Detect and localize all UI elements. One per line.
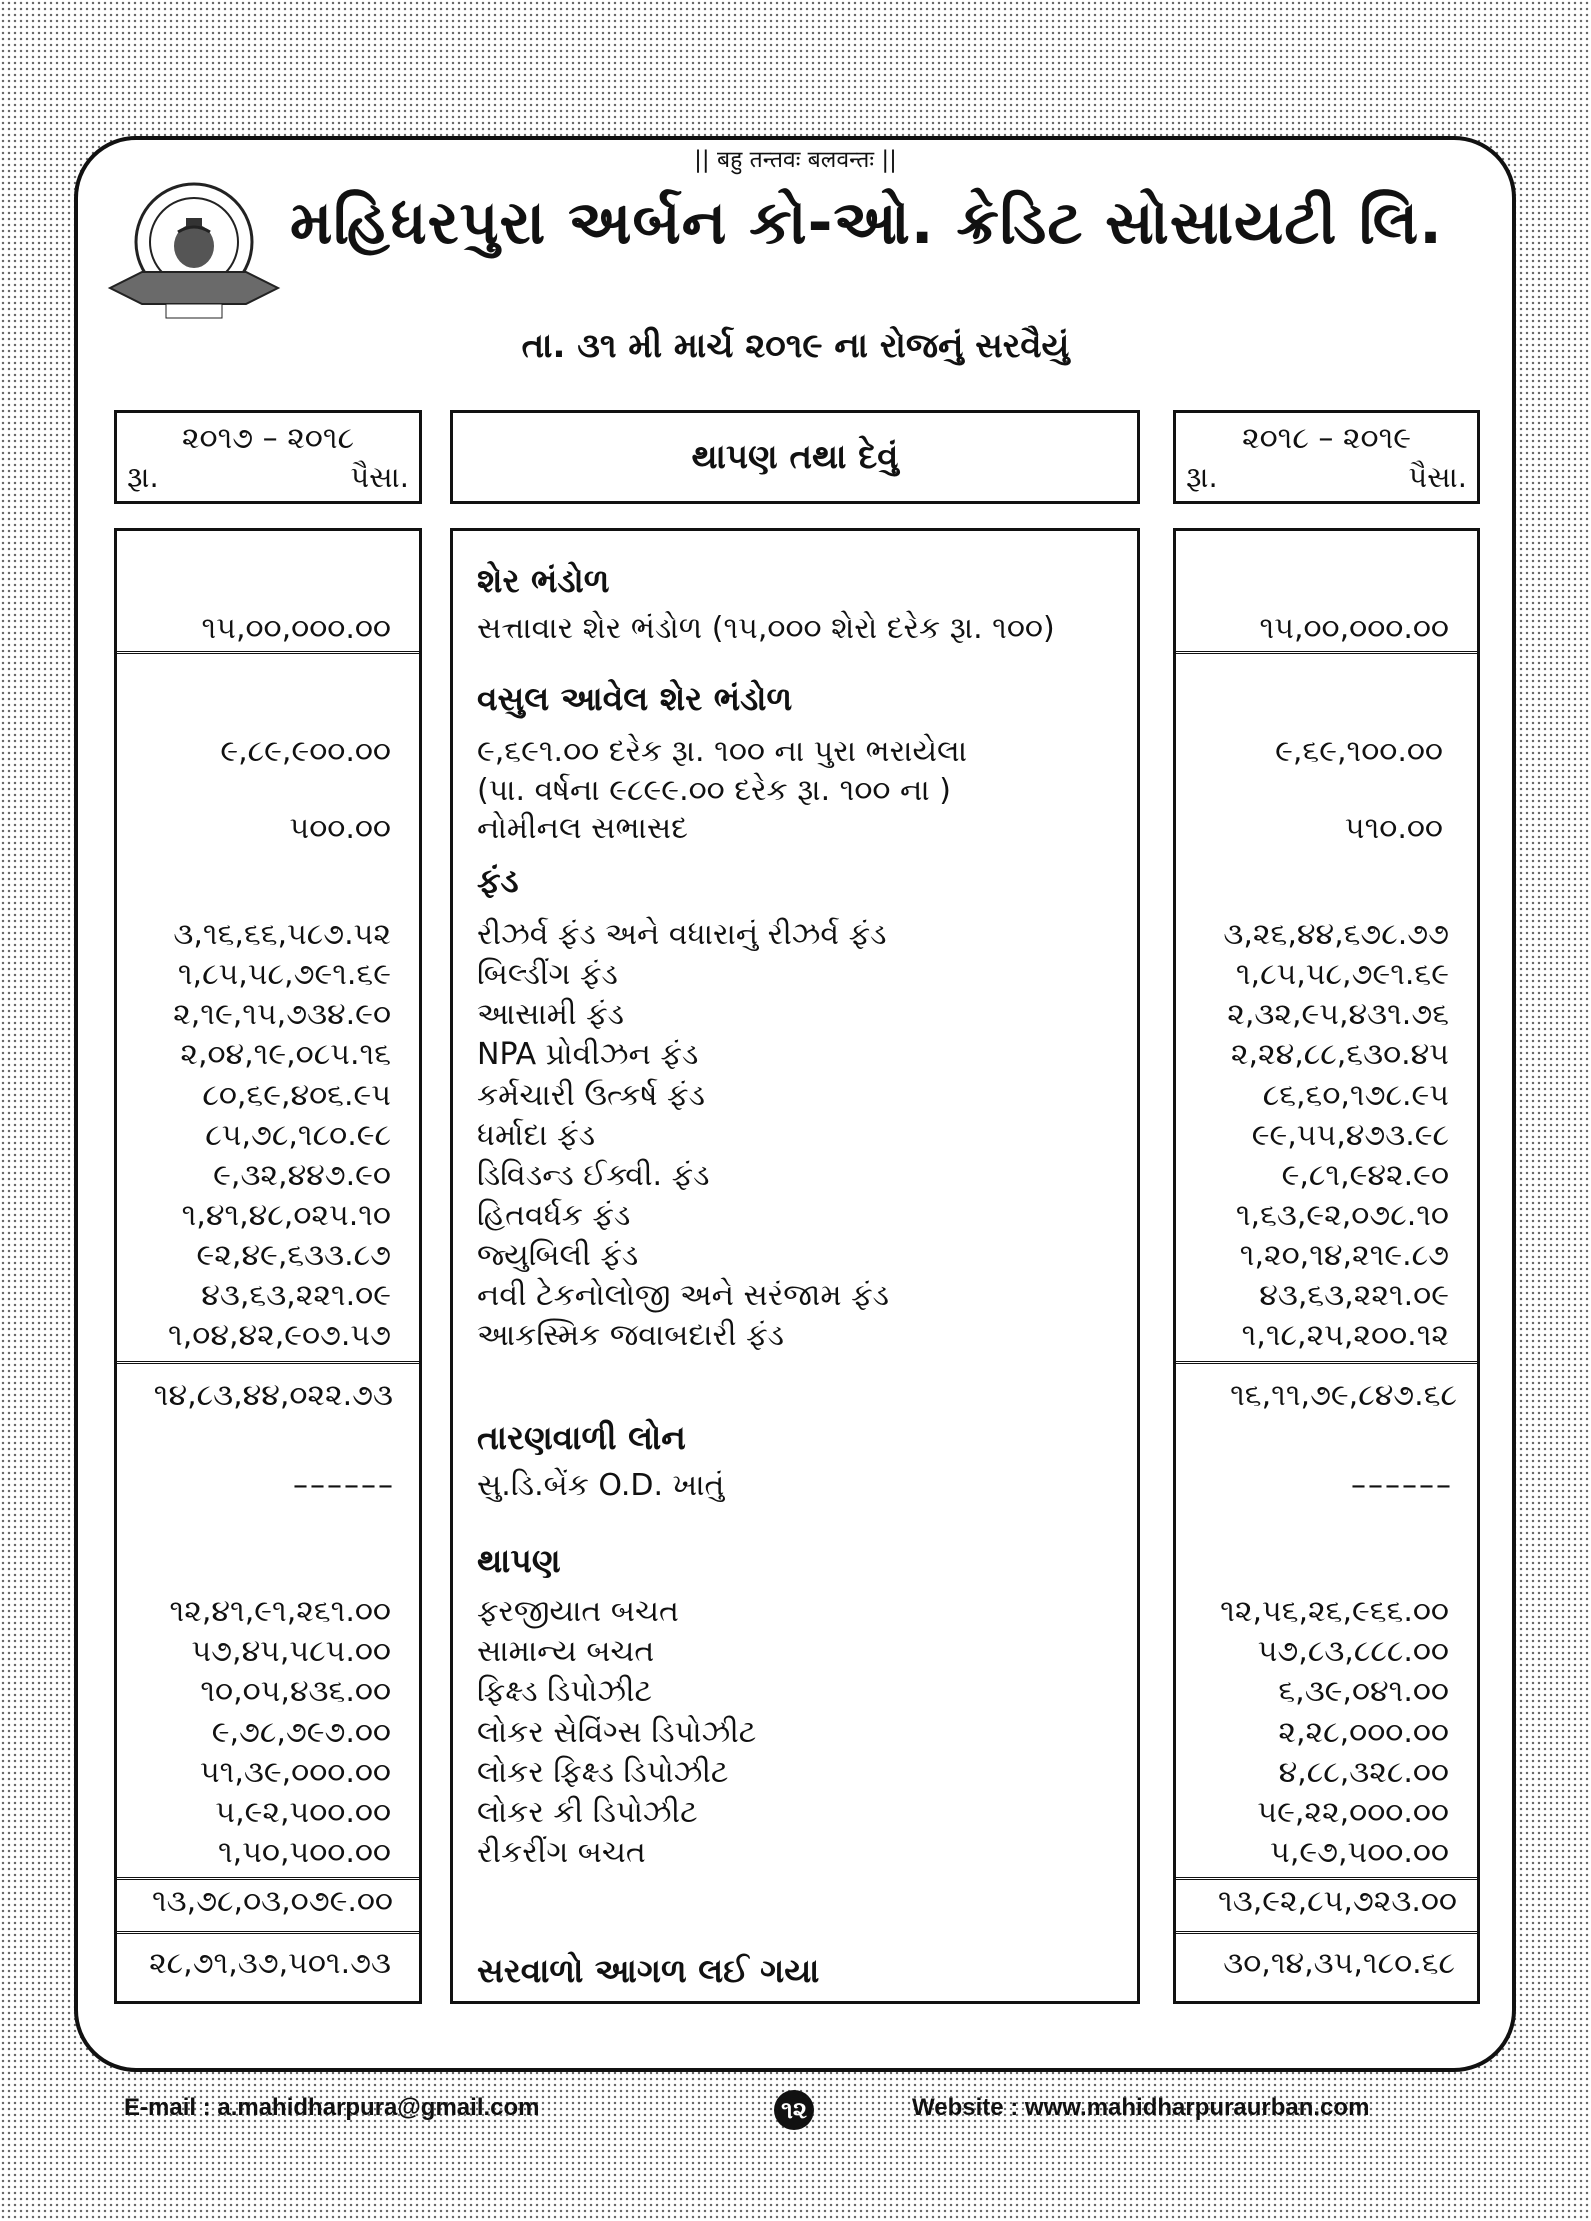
curr-year-column bbox=[1173, 528, 1480, 2004]
row-label: કર્મચારી ઉત્કર્ષ ફંડ bbox=[477, 1078, 705, 1113]
curr-value: ૯,૮૧,૯૪૨.૯૦ bbox=[1281, 1158, 1449, 1193]
curr-value: ૯૯,૫૫,૪૭૩.૯૮ bbox=[1251, 1118, 1449, 1153]
prev-value: ૧૦,૦૫,૪૩૬.૦૦ bbox=[200, 1674, 391, 1709]
prev-value: ૨,૦૪,૧૯,૦૮૫.૧૬ bbox=[180, 1037, 391, 1072]
header-prev-year bbox=[114, 410, 422, 504]
prev-value: ૧૨,૪૧,૯૧,૨૬૧.૦૦ bbox=[169, 1594, 391, 1629]
prev-paisa-label: પૈસા. bbox=[350, 460, 409, 494]
prev-subtotal: ૧૩,૭૮,૦૩,૦૭૯.૦૦ bbox=[151, 1884, 393, 1919]
curr-value: ૬,૩૯,૦૪૧.૦૦ bbox=[1278, 1674, 1449, 1709]
section-paid-up-capital: વસુલ આવેલ શેર ભંડોળ bbox=[477, 679, 793, 718]
double-divider bbox=[117, 1931, 419, 1934]
curr-value: ૧,૬૩,૯૨,૦૭૮.૧૦ bbox=[1235, 1198, 1449, 1233]
double-divider bbox=[1176, 1931, 1477, 1934]
prev-value: ૯,૩૨,૪૪૭.૯૦ bbox=[213, 1158, 391, 1193]
row-label: લોકર સેવિંગ્સ ડિપોઝીટ bbox=[477, 1715, 757, 1750]
double-divider bbox=[117, 651, 419, 654]
prev-value: ૯૨,૪૯,૬૩૩.૮૭ bbox=[196, 1238, 391, 1273]
row-label: બિલ્ડીંગ ફંડ bbox=[477, 957, 618, 992]
curr-value: ૧,૧૮,૨૫,૨૦૦.૧૨ bbox=[1241, 1318, 1449, 1353]
prev-value: ૫૧,૩૯,૦૦૦.૦૦ bbox=[199, 1755, 391, 1790]
prev-value: ૨,૧૯,૧૫,૭૩૪.૯૦ bbox=[173, 997, 391, 1032]
header-liabilities bbox=[450, 410, 1140, 504]
curr-value: ૫૧૦.૦૦ bbox=[1344, 811, 1443, 846]
prev-value: ૫,૯૨,૫૦૦.૦૦ bbox=[215, 1795, 391, 1830]
organization-name: મહિધરપુરા અર્બન કો-ઓ. ક્રેડિટ સોસાયટી લિ. bbox=[290, 188, 1443, 258]
section-deposits: થાપણ bbox=[477, 1541, 561, 1580]
row-label: લોકર કી ડિપોઝીટ bbox=[477, 1795, 698, 1830]
double-divider bbox=[1176, 1361, 1477, 1364]
prev-value: ૯,૭૮,૭૯૭.૦૦ bbox=[211, 1715, 391, 1750]
curr-value: ૫૭,૮૩,૮૮૮.૦૦ bbox=[1257, 1634, 1449, 1669]
curr-value: –––––– bbox=[1351, 1468, 1453, 1503]
prev-value: ૧,૮૫,૫૮,૭૯૧.૬૯ bbox=[177, 957, 391, 992]
carried-forward-label: સરવાળો આગળ લઈ ગયા bbox=[477, 1951, 820, 1990]
row-label: NPA પ્રોવીઝન ફંડ bbox=[477, 1037, 699, 1072]
curr-value: ૫૯,૨૨,૦૦૦.૦૦ bbox=[1257, 1795, 1449, 1830]
prev-value: ૮૫,૭૮,૧૮૦.૯૮ bbox=[205, 1118, 391, 1153]
motto: || बहु तन्तवः बलवन्तः || bbox=[694, 147, 897, 173]
prev-value: ૧,૦૪,૪૨,૯૦૭.૫૭ bbox=[168, 1318, 391, 1353]
row-label: રીકરીંગ બચત bbox=[477, 1835, 646, 1870]
prev-value: ૧૫,૦૦,૦૦૦.૦૦ bbox=[201, 611, 391, 646]
curr-rs-label: રૂા. bbox=[1186, 460, 1218, 494]
prev-value: ૪૩,૬૩,૨૨૧.૦૯ bbox=[201, 1278, 391, 1313]
row-label: આસામી ફંડ bbox=[477, 997, 624, 1032]
curr-subtotal: ૧૩,૯૨,૮૫,૭૨૩.૦૦ bbox=[1218, 1884, 1457, 1919]
curr-subtotal: ૧૬,૧૧,૭૯,૮૪૭.૬૮ bbox=[1230, 1378, 1457, 1413]
row-label: ડિવિડન્ડ ઈક્વી. ફંડ bbox=[477, 1158, 710, 1193]
section-share-capital: શેર ભંડોળ bbox=[477, 561, 610, 600]
prev-rs-label: રૂા. bbox=[127, 460, 159, 494]
header-curr-year bbox=[1173, 410, 1480, 504]
curr-value: ૨,૨૮,૦૦૦.૦૦ bbox=[1278, 1715, 1449, 1750]
curr-value: ૩,૨૬,૪૪,૬૭૮.૭૭ bbox=[1223, 917, 1449, 952]
liabilities-column bbox=[450, 528, 1140, 2004]
curr-value: ૧,૨૦,૧૪,૨૧૯.૮૭ bbox=[1239, 1238, 1449, 1273]
row-label: ફરજીયાત બચત bbox=[477, 1594, 679, 1629]
section-funds: ફંડ bbox=[477, 861, 519, 900]
row-label: હિતવર્ધક ફંડ bbox=[477, 1198, 631, 1233]
curr-value: ૧૨,૫૬,૨૬,૯૬૬.૦૦ bbox=[1220, 1594, 1449, 1629]
curr-value: ૨,૨૪,૮૮,૬૩૦.૪૫ bbox=[1230, 1037, 1449, 1072]
row-label: ફિક્ષ્ડ ડિપોઝીટ bbox=[477, 1674, 652, 1709]
prev-value: ૫૦૦.૦૦ bbox=[289, 811, 391, 846]
row-label: જ્યુબિલી ફંડ bbox=[477, 1238, 639, 1273]
balance-sheet-title: તા. ૩૧ મી માર્ચ ૨૦૧૯ ના રોજનું સરવૈયું bbox=[521, 326, 1070, 366]
curr-value: ૪૩,૬૩,૨૨૧.૦૯ bbox=[1259, 1278, 1449, 1313]
curr-paisa-label: પૈસા. bbox=[1408, 460, 1467, 494]
double-divider bbox=[1176, 1877, 1477, 1880]
curr-value: ૯,૬૯,૧૦૦.૦૦ bbox=[1275, 734, 1443, 769]
row-label: સુ.ડિ.બેંક O.D. ખાતું bbox=[477, 1468, 725, 1503]
curr-value: ૮૬,૬૦,૧૭૮.૯૫ bbox=[1262, 1078, 1449, 1113]
page-number-badge: ૧૨ bbox=[774, 2090, 814, 2130]
prev-value: ૫૭,૪૫,૫૮૫.૦૦ bbox=[191, 1634, 391, 1669]
prev-subtotal: ૧૪,૮૩,૪૪,૦૨૨.૭૩ bbox=[153, 1378, 393, 1413]
curr-value: ૫,૯૭,૫૦૦.૦૦ bbox=[1270, 1835, 1449, 1870]
row-label: સામાન્ય બચત bbox=[477, 1634, 655, 1669]
row-label: નવી ટેકનોલોજી અને સરંજામ ફંડ bbox=[477, 1278, 889, 1313]
prev-year-column bbox=[114, 528, 422, 2004]
curr-year-label: ૨૦૧૮ – ૨૦૧૯ bbox=[1241, 421, 1412, 456]
footer-website[interactable]: Website : www.mahidharpuraurban.com bbox=[912, 2094, 1370, 2121]
row-label: લોકર ફિક્ષ્ડ ડિપોઝીટ bbox=[477, 1755, 729, 1790]
prev-value: ૧,૪૧,૪૮,૦૨૫.૧૦ bbox=[181, 1198, 391, 1233]
liabilities-header-label: થાપણ તથા દેવું bbox=[691, 437, 899, 477]
prev-value: ૯,૮૯,૯૦૦.૦૦ bbox=[220, 734, 391, 769]
prev-grand-total: ૨૮,૭૧,૩૭,૫૦૧.૭૩ bbox=[149, 1946, 391, 1981]
prev-value: ૩,૧૬,૬૬,૫૮૭.૫૨ bbox=[173, 917, 391, 952]
curr-value: ૧૫,૦૦,૦૦૦.૦૦ bbox=[1259, 611, 1449, 646]
double-divider bbox=[1176, 651, 1477, 654]
curr-value: ૪,૮૮,૩૨૮.૦૦ bbox=[1278, 1755, 1449, 1790]
row-label: આકસ્મિક જવાબદારી ફંડ bbox=[477, 1318, 785, 1353]
double-divider bbox=[117, 1361, 419, 1364]
curr-value: ૧,૮૫,૫૮,૭૯૧.૬૯ bbox=[1235, 957, 1449, 992]
double-divider bbox=[117, 1877, 419, 1880]
curr-grand-total: ૩૦,૧૪,૩૫,૧૮૦.૬૮ bbox=[1223, 1946, 1455, 1981]
prev-value: ૮૦,૬૯,૪૦૬.૯૫ bbox=[202, 1078, 391, 1113]
row-label: ૯,૬૯૧.૦૦ દરેક રૂા. ૧૦૦ ના પુરા ભરાયેલા bbox=[477, 734, 968, 769]
society-seal-logo bbox=[106, 176, 282, 326]
footer-email[interactable]: E-mail : a.mahidharpura@gmail.com bbox=[124, 2094, 540, 2121]
row-label: રીઝર્વ ફંડ અને વધારાનું રીઝર્વ ફંડ bbox=[477, 917, 887, 952]
row-label: નોમીનલ સભાસદ bbox=[477, 811, 688, 846]
row-label: ધર્માદા ફંડ bbox=[477, 1118, 596, 1153]
row-label: (પા. વર્ષના ૯૮૯૯.૦૦ દરેક રૂા. ૧૦૦ ના ) bbox=[477, 773, 951, 808]
prev-year-label: ૨૦૧૭ – ૨૦૧૮ bbox=[181, 421, 355, 456]
row-label: સત્તાવાર શેર ભંડોળ (૧૫,૦૦૦ શેરો દરેક રૂા. ૧૦૦) bbox=[477, 611, 1055, 646]
section-secured-loan: તારણવાળી લોન bbox=[477, 1418, 686, 1457]
prev-value: ૧,૫૦,૫૦૦.૦૦ bbox=[217, 1835, 391, 1870]
prev-value: –––––– bbox=[293, 1468, 395, 1503]
curr-value: ૨,૩૨,૯૫,૪૩૧.૭૬ bbox=[1227, 997, 1449, 1032]
